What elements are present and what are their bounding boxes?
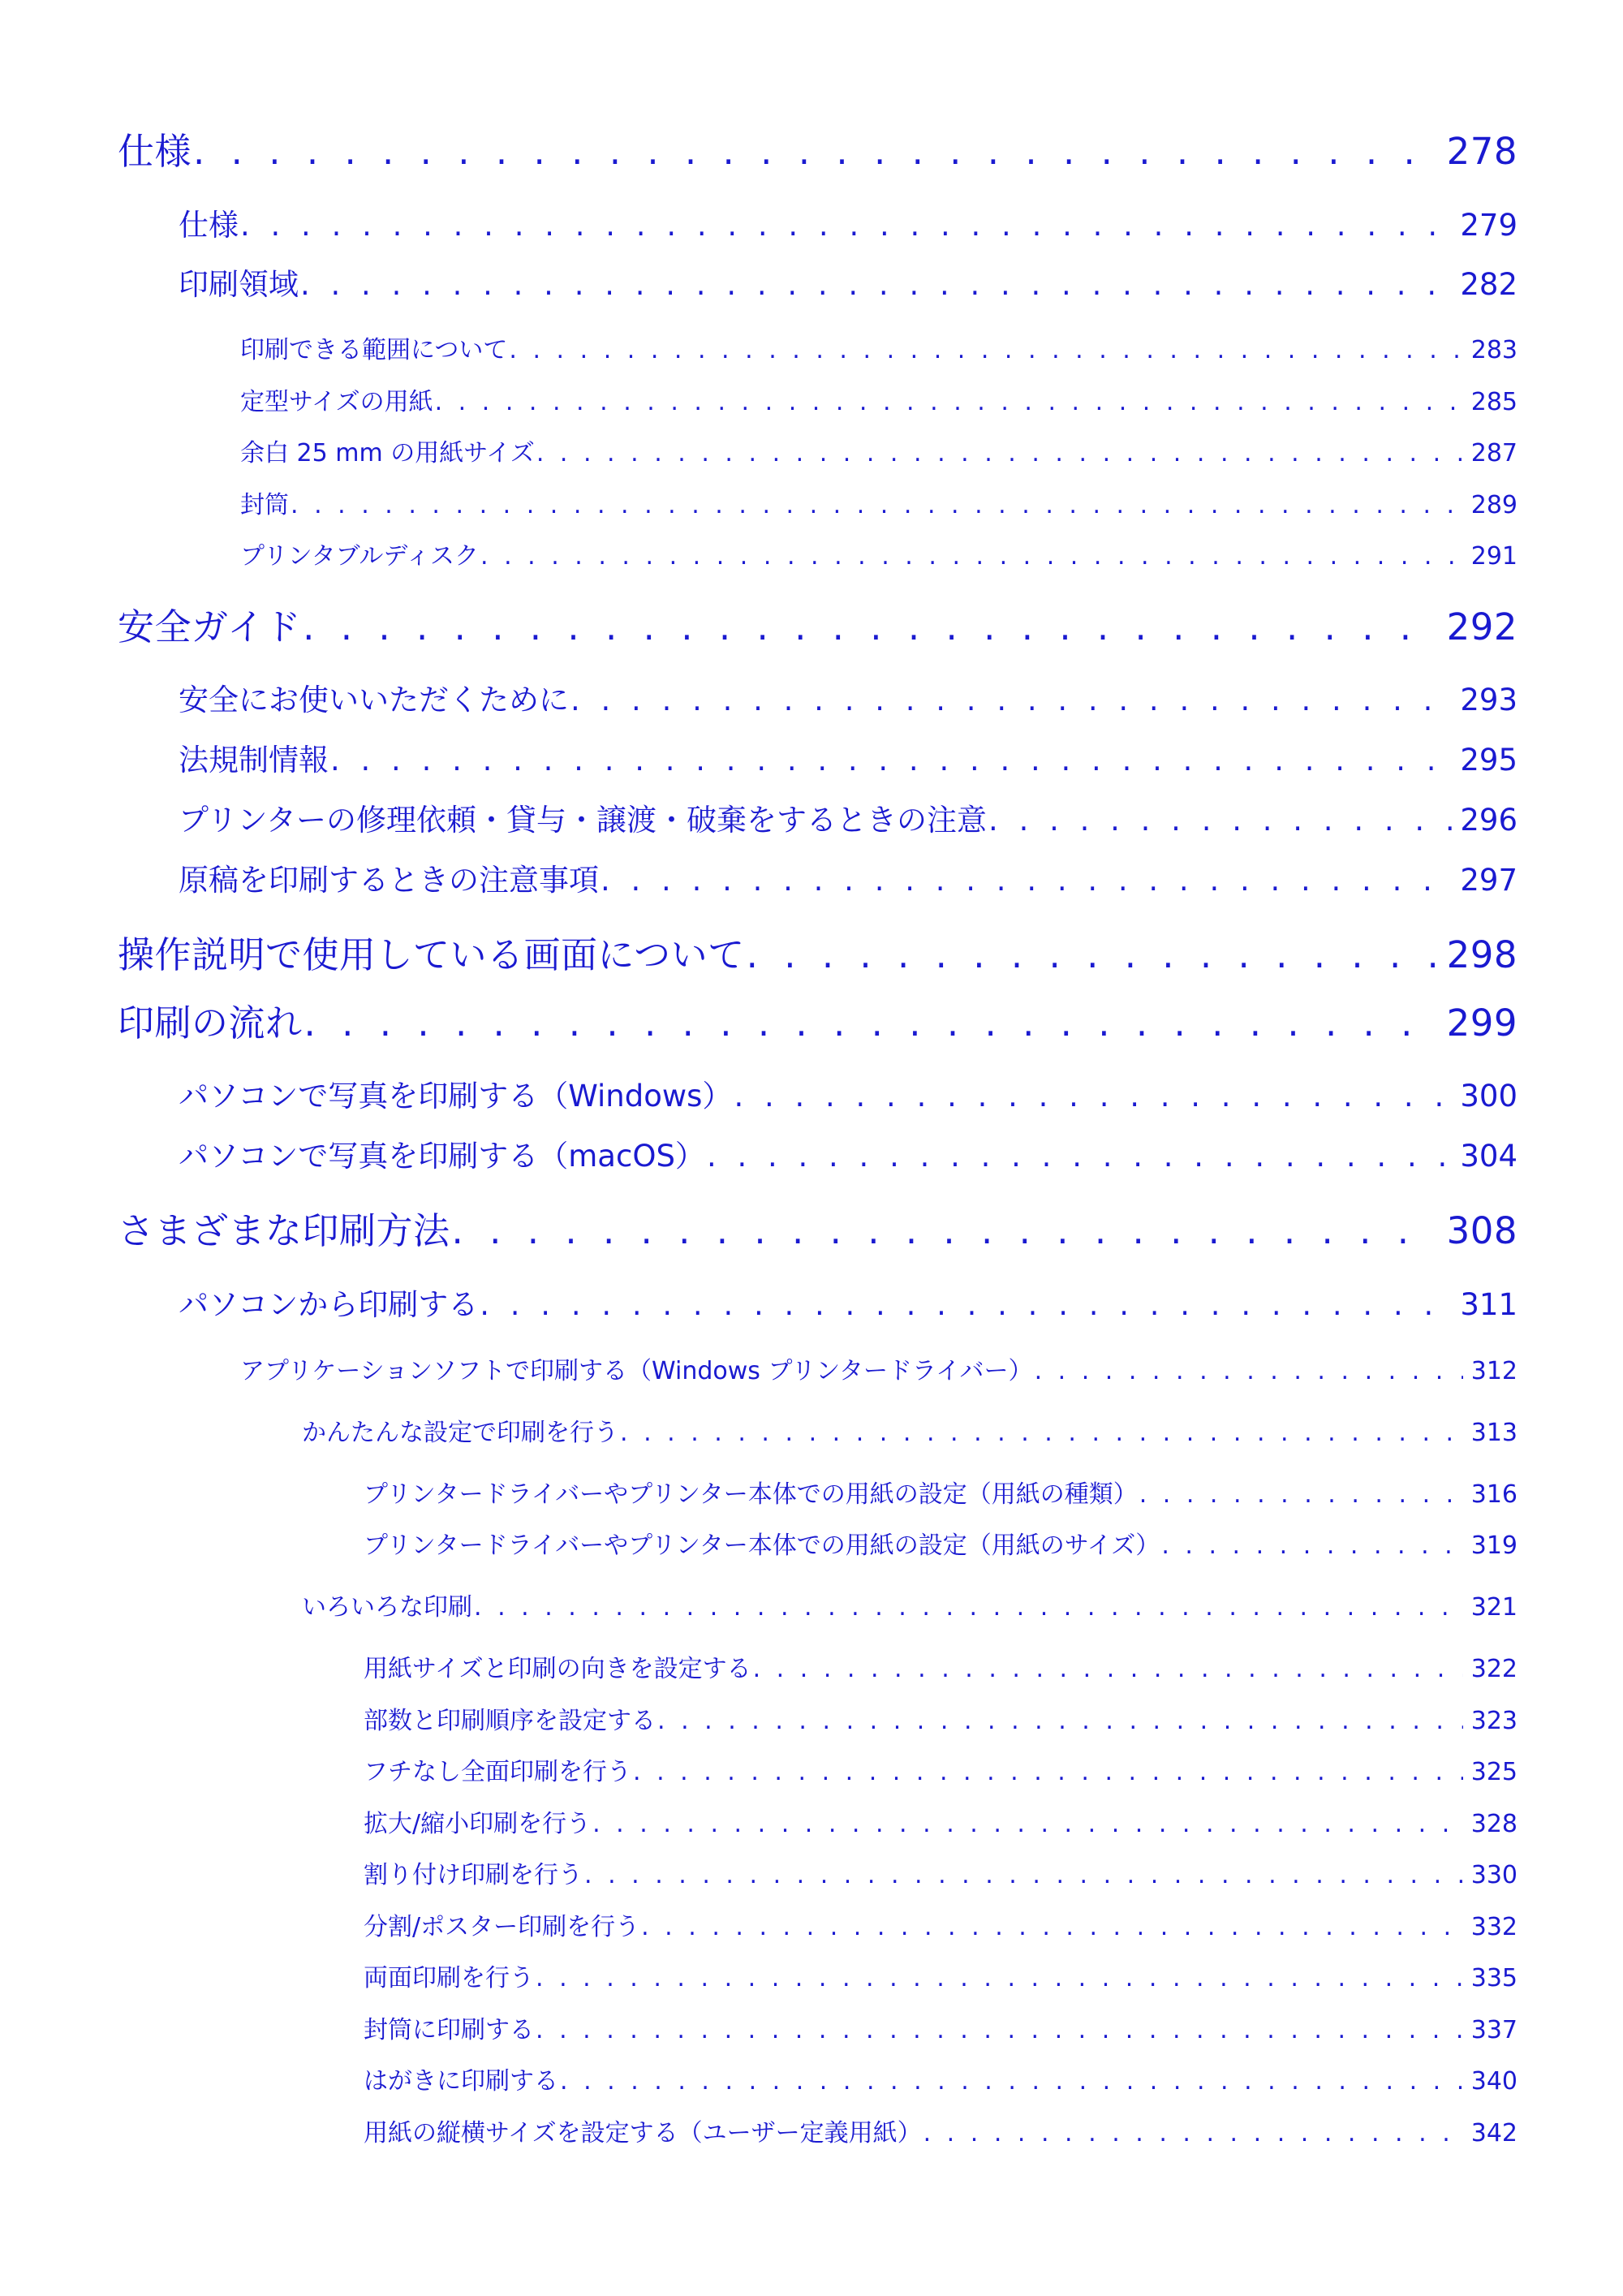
toc-entry-page: 312 bbox=[1470, 1357, 1518, 1385]
toc-entry-page: 300 bbox=[1460, 1079, 1518, 1114]
toc-entry[interactable] bbox=[364, 1854, 1518, 1890]
dot-leader bbox=[657, 1707, 1463, 1735]
toc-entry-title: はがきに印刷する bbox=[364, 2067, 558, 2096]
toc-entry-title: 用紙サイズと印刷の向きを設定する bbox=[364, 1655, 751, 1683]
dot-leader bbox=[601, 863, 1452, 898]
toc-entry-page: 299 bbox=[1446, 1002, 1518, 1045]
dot-leader bbox=[633, 1758, 1463, 1786]
toc-entry-title: プリンタードライバーやプリンター本体での用紙の設定（用紙のサイズ） bbox=[364, 1531, 1160, 1560]
toc-entry[interactable] bbox=[364, 1958, 1518, 1993]
toc-entry-title: 両面印刷を行う bbox=[364, 1964, 534, 1992]
toc-entry[interactable] bbox=[240, 330, 1518, 365]
toc-entry-page: 278 bbox=[1446, 130, 1518, 173]
dot-leader bbox=[300, 267, 1452, 302]
dot-leader bbox=[193, 130, 1439, 173]
toc-entry-title: 分割/ポスター印刷を行う bbox=[364, 1913, 640, 1941]
toc-entry-page: 340 bbox=[1470, 2067, 1518, 2096]
toc-entry-title: フチなし全面印刷を行う bbox=[364, 1758, 631, 1786]
toc-entry-title: 印刷できる範囲について bbox=[240, 336, 508, 364]
toc-entry-title: 法規制情報 bbox=[179, 743, 329, 778]
toc-entry[interactable] bbox=[240, 1350, 1518, 1386]
toc-entry-page: 304 bbox=[1460, 1139, 1518, 1174]
dot-leader bbox=[1139, 1480, 1463, 1509]
toc-entry-title: さまざまな印刷方法 bbox=[118, 1209, 450, 1252]
toc-entry-title: プリンタブルディスク bbox=[240, 542, 479, 571]
toc-entry-page: 335 bbox=[1470, 1964, 1518, 1992]
dot-leader bbox=[291, 491, 1463, 519]
toc-entry-page: 321 bbox=[1470, 1593, 1518, 1622]
toc-entry-page: 296 bbox=[1460, 803, 1518, 838]
toc-entry-page: 330 bbox=[1470, 1861, 1518, 1889]
toc-entry-title: いろいろな印刷 bbox=[302, 1593, 472, 1622]
toc-entry-page: 293 bbox=[1460, 683, 1518, 717]
dot-leader bbox=[1035, 1357, 1463, 1385]
toc-entry[interactable] bbox=[364, 1700, 1518, 1736]
toc-entry[interactable] bbox=[364, 1474, 1518, 1510]
toc-entry[interactable] bbox=[240, 433, 1518, 468]
dot-leader bbox=[753, 1655, 1463, 1683]
toc-entry[interactable] bbox=[118, 925, 1518, 978]
toc-entry-title: 余白 25 mm の用紙サイズ bbox=[240, 439, 535, 467]
dot-leader bbox=[536, 439, 1463, 467]
toc-entry-page: 323 bbox=[1470, 1707, 1518, 1735]
toc-entry-title: かんたんな設定で印刷を行う bbox=[302, 1419, 618, 1447]
toc-entry-title: 割り付け印刷を行う bbox=[364, 1861, 583, 1889]
toc-entry[interactable] bbox=[118, 993, 1518, 1046]
dot-leader bbox=[570, 683, 1452, 717]
dot-leader bbox=[240, 208, 1452, 243]
toc-entry[interactable] bbox=[364, 2061, 1518, 2096]
toc-entry-page: 322 bbox=[1470, 1655, 1518, 1683]
toc-entry[interactable] bbox=[179, 735, 1518, 779]
toc-entry-page: 291 bbox=[1470, 542, 1518, 571]
toc-entry[interactable] bbox=[240, 381, 1518, 417]
toc-entry-title: 封筒 bbox=[240, 491, 289, 519]
toc-entry-page: 332 bbox=[1470, 1913, 1518, 1941]
toc-entry-page: 279 bbox=[1460, 208, 1518, 243]
toc-entry-title: 仕様 bbox=[118, 130, 192, 173]
toc-entry-page: 298 bbox=[1446, 933, 1518, 976]
toc-entry-page: 319 bbox=[1470, 1531, 1518, 1560]
toc-entry[interactable] bbox=[364, 1906, 1518, 1942]
toc-entry-title: 安全にお使いいただくために bbox=[179, 683, 569, 717]
toc-entry-title: 仕様 bbox=[179, 208, 239, 243]
toc-entry-title: パソコンで写真を印刷する（macOS） bbox=[179, 1139, 705, 1174]
toc-entry-title: 安全ガイド bbox=[118, 605, 302, 648]
toc-entry[interactable] bbox=[364, 1803, 1518, 1839]
dot-leader bbox=[452, 1209, 1439, 1252]
toc-entry-page: 287 bbox=[1470, 439, 1518, 467]
dot-leader bbox=[536, 1964, 1463, 1992]
toc-entry[interactable] bbox=[118, 597, 1518, 650]
toc-entry-title: 印刷の流れ bbox=[118, 1002, 303, 1045]
toc-entry[interactable] bbox=[179, 1071, 1518, 1115]
toc-entry-title: アプリケーションソフトで印刷する（Windows プリンタードライバー） bbox=[240, 1357, 1033, 1385]
dot-leader bbox=[1161, 1531, 1462, 1560]
toc-entry[interactable] bbox=[179, 1280, 1518, 1324]
toc-entry-title: 原稿を印刷するときの注意事項 bbox=[179, 863, 599, 898]
toc-entry[interactable] bbox=[179, 795, 1518, 839]
dot-leader bbox=[747, 933, 1439, 976]
dot-leader bbox=[560, 2067, 1463, 2096]
dot-leader bbox=[480, 542, 1463, 571]
toc-entry-page: 316 bbox=[1470, 1480, 1518, 1509]
toc-entry[interactable] bbox=[240, 536, 1518, 571]
toc-entry[interactable] bbox=[179, 675, 1518, 719]
toc-entry-page: 297 bbox=[1460, 863, 1518, 898]
toc-entry-page: 311 bbox=[1460, 1287, 1518, 1322]
dot-leader bbox=[584, 1861, 1463, 1889]
toc-entry[interactable] bbox=[179, 260, 1518, 304]
toc-entry-title: 拡大/縮小印刷を行う bbox=[364, 1810, 592, 1838]
toc-entry-page: 282 bbox=[1460, 267, 1518, 302]
toc-entry[interactable] bbox=[364, 1648, 1518, 1684]
toc-entry[interactable] bbox=[364, 2113, 1518, 2148]
toc-entry-page: 342 bbox=[1470, 2119, 1518, 2147]
toc-entry-page: 285 bbox=[1470, 388, 1518, 416]
dot-leader bbox=[435, 388, 1463, 416]
toc-entry-page: 292 bbox=[1446, 605, 1518, 648]
toc-entry-page: 337 bbox=[1470, 2016, 1518, 2044]
toc-entry-page: 325 bbox=[1470, 1758, 1518, 1786]
toc-entry-title: パソコンで写真を印刷する（Windows） bbox=[179, 1079, 733, 1114]
dot-leader bbox=[474, 1593, 1463, 1622]
dot-leader bbox=[923, 2119, 1463, 2147]
dot-leader bbox=[641, 1913, 1463, 1941]
toc-entry-title: 定型サイズの用紙 bbox=[240, 388, 433, 416]
dot-leader bbox=[509, 336, 1462, 364]
toc-entry-title: プリンタードライバーやプリンター本体での用紙の設定（用紙の種類） bbox=[364, 1480, 1138, 1509]
toc-entry-title: プリンターの修理依頼・貸与・譲渡・破棄をするときの注意 bbox=[179, 803, 988, 838]
toc-entry[interactable] bbox=[118, 122, 1518, 174]
toc-entry[interactable] bbox=[302, 1587, 1518, 1622]
toc-entry[interactable] bbox=[179, 1131, 1518, 1175]
toc-entry-title: 操作説明で使用している画面について bbox=[118, 933, 745, 976]
toc-entry-title: 印刷領域 bbox=[179, 267, 299, 302]
dot-leader bbox=[620, 1419, 1463, 1447]
dot-leader bbox=[592, 1810, 1463, 1838]
toc-entry[interactable] bbox=[364, 2010, 1518, 2045]
toc-entry-page: 295 bbox=[1460, 743, 1518, 778]
toc-entry[interactable] bbox=[118, 1201, 1518, 1254]
toc-entry[interactable] bbox=[364, 1525, 1518, 1561]
toc-entry[interactable] bbox=[179, 855, 1518, 899]
toc-entry-page: 313 bbox=[1470, 1419, 1518, 1447]
toc-entry[interactable] bbox=[179, 200, 1518, 244]
toc-entry-page: 283 bbox=[1470, 336, 1518, 364]
toc-entry[interactable] bbox=[240, 485, 1518, 520]
toc-entry-title: 用紙の縦横サイズを設定する（ユーザー定義用紙） bbox=[364, 2119, 922, 2147]
dot-leader bbox=[480, 1287, 1452, 1322]
toc-entry-title: 部数と印刷順序を設定する bbox=[364, 1707, 656, 1735]
dot-leader bbox=[707, 1139, 1452, 1174]
dot-leader bbox=[330, 743, 1452, 778]
toc-entry-page: 289 bbox=[1470, 491, 1518, 519]
toc-entry-title: 封筒に印刷する bbox=[364, 2016, 534, 2044]
toc-entry[interactable] bbox=[302, 1412, 1518, 1448]
dot-leader bbox=[536, 2016, 1463, 2044]
dot-leader bbox=[734, 1079, 1452, 1114]
toc-entry[interactable] bbox=[364, 1751, 1518, 1787]
dot-leader bbox=[988, 803, 1452, 838]
dot-leader bbox=[304, 1002, 1439, 1045]
toc-entry-page: 328 bbox=[1470, 1810, 1518, 1838]
dot-leader bbox=[303, 605, 1438, 648]
toc-entry-page: 308 bbox=[1446, 1209, 1518, 1252]
toc-entry-title: パソコンから印刷する bbox=[179, 1287, 479, 1322]
